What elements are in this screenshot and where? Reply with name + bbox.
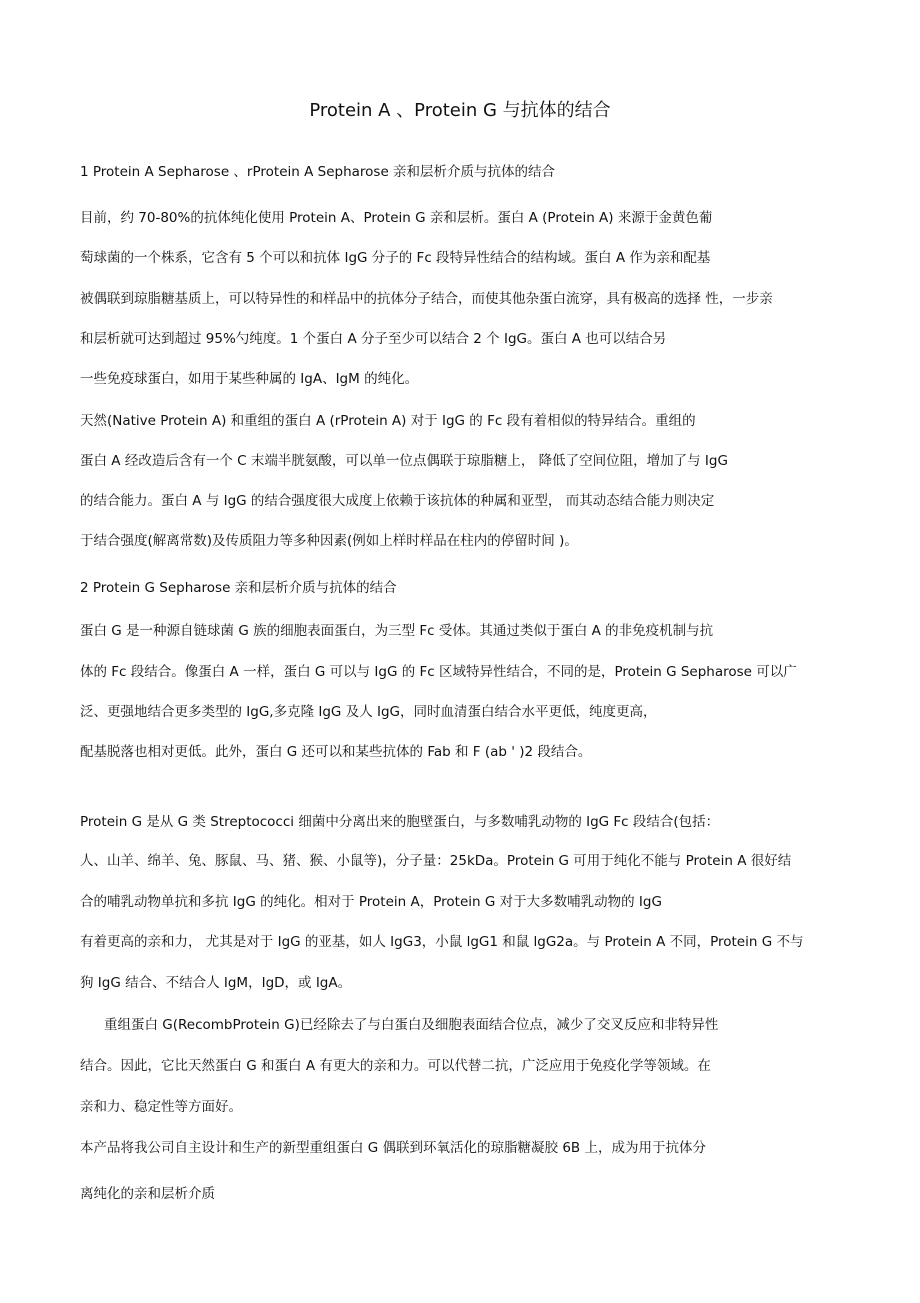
paragraph-line: 萄球菌的一个株系，它含有 5 个可以和抗体 IgG 分子的 Fc 段特异性结合的结构域。蛋白 A 作为亲和配基 — [80, 250, 711, 266]
paragraph-line: 一些免疫球蛋白，如用于某些种属的 IgA、IgM 的纯化。 — [80, 371, 419, 387]
document-title: Protein A 、Protein G 与抗体的结合 — [309, 100, 611, 121]
section-2-heading: 2 Protein G Sepharose 亲和层析介质与抗体的结合 — [80, 580, 397, 596]
section-1-heading: 1 Protein A Sepharose 、rProtein A Sepharose 亲和层析介质与抗体的结合 — [80, 164, 556, 180]
paragraph-line: 有着更高的亲和力， 尤其是对于 IgG 的亚基，如人 IgG3，小鼠 lgG1 和鼠 lgG2a。与 Protein A 不同，Protein G 不与 — [80, 934, 804, 950]
paragraph-line: 泛、更强地结合更多类型的 IgG,多克隆 IgG 及人 IgG，同时血清蛋白结合水平更低，纯度更高， — [80, 704, 657, 720]
paragraph-line: 结合。因此，它比天然蛋白 G 和蛋白 A 有更大的亲和力。可以代替二抗，广泛应用于免疫化学等领域。在 — [80, 1058, 711, 1074]
paragraph-line: 和层析就可达到超过 95%勺纯度。1 个蛋白 A 分子至少可以结合 2 个 IgG。蛋白 A 也可以结合另 — [80, 331, 667, 347]
paragraph-line: 蛋白 A 经改造后含有一个 C 末端半胱氨酸，可以单一位点偶联于琼脂糖上， 降低了空间位阻，增加了与 IgG — [80, 453, 728, 469]
paragraph-line: 被偶联到琼脂糖基质上，可以特异性的和样品中的抗体分子结合，而使其他杂蛋白流穿，具有极高的选择 性，一步亲 — [80, 291, 773, 307]
paragraph-line: Protein G 是从 G 类 Streptococci 细菌中分离出来的胞壁蛋白，与多数哺乳动物的 IgG Fc 段结合(包括： — [80, 814, 720, 830]
paragraph-line: 目前，约 70-80%的抗体纯化使用 Protein A、Protein G 亲和层析。蛋白 A (Protein A) 来源于金黄色葡 — [80, 210, 713, 226]
paragraph-line: 重组蛋白 G(RecombProtein G)已经除去了与白蛋白及细胞表面结合位点，减少了交叉反应和非特异性 — [104, 1017, 719, 1033]
paragraph-line: 天然(Native Protein A) 和重组的蛋白 A (rProtein A) 对于 IgG 的 Fc 段有着相似的特异结合。重组的 — [80, 413, 696, 429]
paragraph-line: 本产品将我公司自主设计和生产的新型重组蛋白 G 偶联到环氧活化的琼脂糖凝胶 6B 上，成为用于抗体分 — [80, 1140, 706, 1156]
paragraph-line: 蛋白 G 是一种源自链球菌 G 族的细胞表面蛋白，为三型 Fc 受体。其通过类似于蛋白 A 的非免疫机制与抗 — [80, 623, 714, 639]
paragraph-line: 配基脱落也相对更低。此外，蛋白 G 还可以和某些抗体的 Fab 和 F (ab ' )2 段结合。 — [80, 744, 592, 760]
paragraph-line: 亲和力、稳定性等方面好。 — [80, 1099, 242, 1115]
paragraph-line: 于结合强度(解离常数)及传质阻力等多种因素(例如上样时样品在柱内的停留时间 )。 — [80, 533, 578, 549]
paragraph-line: 合的哺乳动物单抗和多抗 IgG 的纯化。相对于 Protein A，Protein G 对于大多数哺乳动物的 IgG — [80, 894, 662, 910]
paragraph-line: 体的 Fc 段结合。像蛋白 A 一样，蛋白 G 可以与 IgG 的 Fc 区域特异性结合，不同的是，Protein G Sepharose 可以广 — [80, 664, 797, 680]
paragraph-line: 狗 IgG 结合、不结合人 IgM，IgD，或 IgA。 — [80, 975, 352, 991]
paragraph-line: 人、山羊、绵羊、兔、豚鼠、马、猪、猴、小鼠等)，分子量：25kDa。Protein G 可用于纯化不能与 Protein A 很好结 — [80, 853, 792, 869]
paragraph-line: 的结合能力。蛋白 A 与 IgG 的结合强度很大成度上依赖于该抗体的种属和亚型， 而其动态结合能力则决定 — [80, 493, 715, 509]
paragraph-line: 离纯化的亲和层析介质 — [80, 1186, 215, 1202]
